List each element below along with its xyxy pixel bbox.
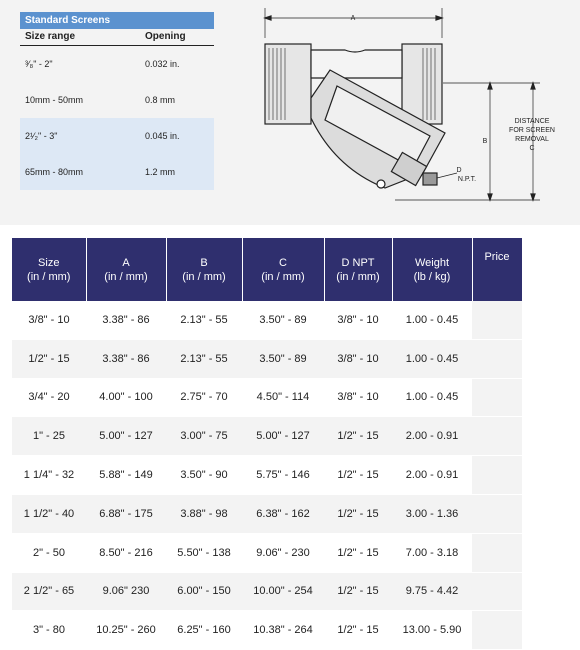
header-a-unit: (in / mm) [104, 270, 148, 283]
cell-d-npt: 1/2" - 15 [324, 611, 392, 650]
header-b-unit: (in / mm) [182, 270, 226, 283]
cell-c: 6.38" - 162 [242, 494, 324, 533]
cell-d-npt: 3/8" - 10 [324, 301, 392, 339]
header-b-label: B [200, 256, 208, 269]
table-row [12, 611, 522, 650]
table-header-row [12, 238, 522, 301]
cell-b: 6.00" - 150 [166, 572, 242, 611]
screen-size: 2¹⁄₂" - 3" [25, 131, 58, 141]
cell-b: 3.00" - 75 [166, 417, 242, 456]
cell-b: 2.13" - 55 [166, 339, 242, 378]
cell-b: 3.88" - 98 [166, 494, 242, 533]
cell-d-npt: 1/2" - 15 [324, 533, 392, 572]
cell-size: 3/8" - 10 [12, 301, 86, 339]
cell-weight: 1.00 - 0.45 [392, 378, 472, 417]
cell-price [472, 611, 522, 650]
cell-a: 6.88" - 175 [86, 494, 166, 533]
cell-a: 8.50" - 216 [86, 533, 166, 572]
cell-price [472, 417, 522, 456]
cell-price [472, 301, 522, 339]
cell-d-npt: 1/2" - 15 [324, 494, 392, 533]
cell-size: 1/2" - 15 [12, 339, 86, 378]
cell-c: 5.00" - 127 [242, 417, 324, 456]
header-weight [392, 238, 472, 301]
cell-weight: 2.00 - 0.91 [392, 456, 472, 495]
table-row [12, 339, 522, 378]
screen-row [20, 82, 214, 118]
header-weight-label: Weight [414, 256, 450, 269]
header-weight-unit: (lb / kg) [413, 270, 451, 283]
cell-b: 6.25" - 160 [166, 611, 242, 650]
dim-label-d: D [456, 167, 462, 174]
cell-size: 2" - 50 [12, 533, 86, 572]
header-b [166, 238, 242, 301]
cell-a: 3.38" - 86 [86, 301, 166, 339]
screen-size: ³⁄₈" - 2" [25, 59, 53, 69]
cell-size: 2 1/2" - 65 [12, 572, 86, 611]
cell-price [472, 533, 522, 572]
cell-b: 3.50" - 90 [166, 456, 242, 495]
opening-header: Opening [145, 31, 186, 42]
distance-line-3: REMOVAL [515, 136, 549, 143]
screen-opening: 0.8 mm [145, 95, 176, 105]
cell-c: 10.00" - 254 [242, 572, 324, 611]
cell-weight: 13.00 - 5.90 [392, 611, 472, 650]
dim-label-npt: N.P.T. [457, 176, 477, 183]
table-row [12, 301, 522, 339]
screen-size: 10mm - 50mm [25, 95, 84, 105]
cell-weight: 9.75 - 4.42 [392, 572, 472, 611]
cell-c: 3.50" - 89 [242, 301, 324, 339]
screen-row [20, 118, 214, 154]
cell-weight: 1.00 - 0.45 [392, 301, 472, 339]
cell-price [472, 456, 522, 495]
header-price [472, 238, 522, 301]
dim-label-a: A [350, 15, 356, 22]
cell-b: 2.75" - 70 [166, 378, 242, 417]
header-d-npt [324, 238, 392, 301]
cell-c: 5.75" - 146 [242, 456, 324, 495]
y-strainer-drawing [245, 8, 575, 208]
table-row [12, 533, 522, 572]
screen-row [20, 46, 214, 82]
spec-panel [0, 0, 580, 225]
screen-opening: 1.2 mm [145, 167, 176, 177]
cell-d-npt: 1/2" - 15 [324, 456, 392, 495]
standard-screens-header [20, 29, 214, 46]
cell-price [472, 494, 522, 533]
header-c-label: C [279, 256, 287, 269]
standard-screens-title: Standard Screens [20, 12, 214, 29]
cell-c: 4.50" - 114 [242, 378, 324, 417]
header-d-unit: (in / mm) [336, 270, 380, 283]
header-c [242, 238, 324, 301]
cell-weight: 7.00 - 3.18 [392, 533, 472, 572]
cell-d-npt: 3/8" - 10 [324, 339, 392, 378]
header-d-label: D NPT [341, 256, 375, 269]
screen-row [20, 154, 214, 190]
cell-c: 9.06" - 230 [242, 533, 324, 572]
table-row [12, 572, 522, 611]
cell-c: 3.50" - 89 [242, 339, 324, 378]
header-size [12, 238, 86, 301]
table-row [12, 456, 522, 495]
table-row [12, 494, 522, 533]
cell-a: 9.06" 230 [86, 572, 166, 611]
table-row [12, 417, 522, 456]
cell-c: 10.38" - 264 [242, 611, 324, 650]
dim-label-b: B [482, 138, 488, 145]
cell-size: 1" - 25 [12, 417, 86, 456]
header-c-unit: (in / mm) [261, 270, 305, 283]
header-a [86, 238, 166, 301]
header-a-label: A [122, 256, 130, 269]
table-row [12, 378, 522, 417]
screen-size: 65mm - 80mm [25, 167, 84, 177]
cell-size: 3" - 80 [12, 611, 86, 650]
cell-a: 10.25" - 260 [86, 611, 166, 650]
cell-size: 1 1/2" - 40 [12, 494, 86, 533]
cell-price [472, 378, 522, 417]
cell-a: 5.88" - 149 [86, 456, 166, 495]
cell-d-npt: 3/8" - 10 [324, 378, 392, 417]
cell-size: 3/4" - 20 [12, 378, 86, 417]
cell-d-npt: 1/2" - 15 [324, 572, 392, 611]
cell-b: 5.50" - 138 [166, 533, 242, 572]
screen-opening: 0.045 in. [145, 131, 180, 141]
cell-price [472, 339, 522, 378]
dimensions-table [12, 238, 523, 650]
cell-size: 1 1/4" - 32 [12, 456, 86, 495]
distance-line-2: FOR SCREEN [509, 127, 555, 134]
header-size-unit: (in / mm) [27, 270, 71, 283]
header-size-label: Size [38, 256, 60, 269]
cell-weight: 3.00 - 1.36 [392, 494, 472, 533]
cell-a: 4.00" - 100 [86, 378, 166, 417]
cell-price [472, 572, 522, 611]
cell-d-npt: 1/2" - 15 [324, 417, 392, 456]
dim-label-c: C [529, 145, 535, 152]
cell-weight: 1.00 - 0.45 [392, 339, 472, 378]
screen-opening: 0.032 in. [145, 59, 180, 69]
header-price-label: Price [484, 251, 510, 263]
cell-b: 2.13" - 55 [166, 301, 242, 339]
cell-a: 5.00" - 127 [86, 417, 166, 456]
cell-weight: 2.00 - 0.91 [392, 417, 472, 456]
standard-screens-table [20, 12, 214, 200]
distance-line-1: DISTANCE [514, 118, 550, 125]
size-range-header: Size range [25, 31, 76, 42]
cell-a: 3.38" - 86 [86, 339, 166, 378]
